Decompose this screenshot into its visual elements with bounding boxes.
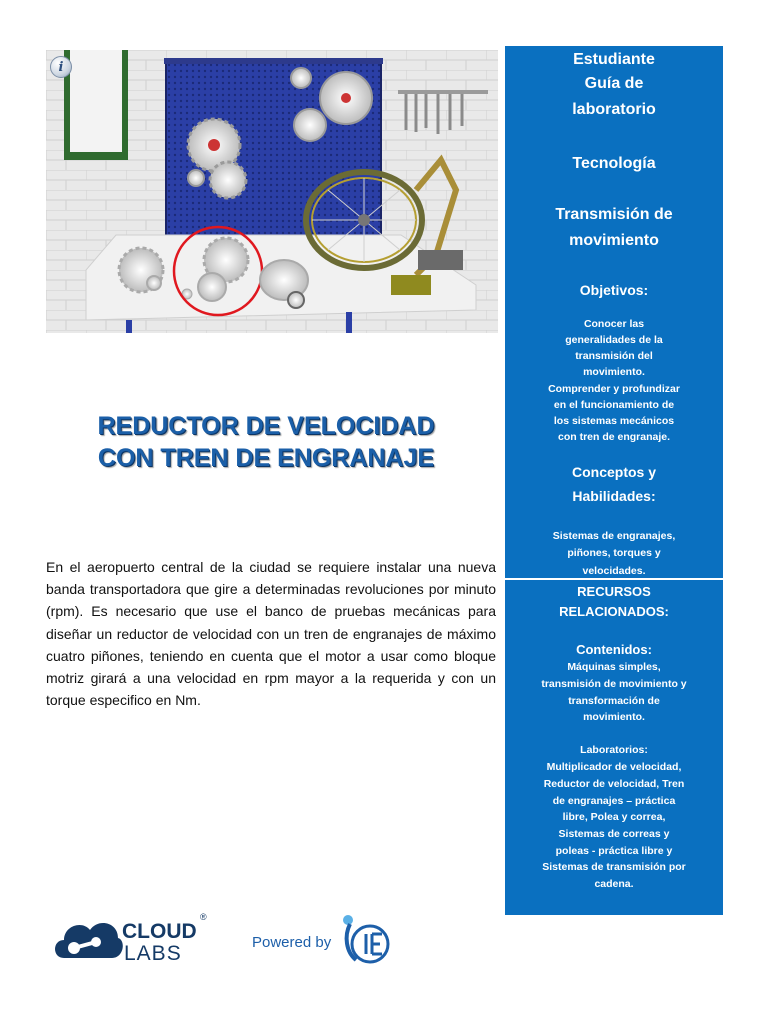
labs-line: de engranajes – práctica (552, 795, 676, 807)
labs-line: Reductor de velocidad, Tren (543, 778, 685, 790)
labs-line: Multiplicador de velocidad, (546, 761, 682, 773)
sidebar-panel (505, 46, 723, 915)
info-icon[interactable]: i (50, 56, 72, 78)
labs-heading: Laboratorios: (580, 744, 648, 756)
contents-line: transmisión de movimiento y (541, 678, 687, 690)
labs-line: Sistemas de transmisión por (542, 861, 686, 873)
objectives-line: los sistemas mecánicos (553, 415, 675, 427)
objectives-heading: Objetivos: (579, 282, 649, 298)
contents-line: Máquinas simples, (567, 661, 661, 673)
labs-line: libre, Polea y correa, (562, 811, 666, 823)
role-line-3: laboratorio (572, 101, 656, 118)
lab-scene-illustration (46, 50, 498, 333)
objectives-line: Comprender y profundizar (548, 383, 680, 395)
concepts-heading-line-2: Habilidades: (572, 488, 656, 504)
labs-line: Sistemas de correas y (558, 828, 670, 840)
bicycle-wheel (306, 172, 422, 268)
concepts-line: piñones, torques y (567, 547, 661, 559)
objectives-line: generalidades de la (565, 334, 663, 346)
objectives-line: Conocer las (583, 318, 645, 330)
labs-line: cadena. (594, 878, 634, 890)
role-line-2: Guía de (584, 75, 644, 92)
powered-by-logo (252, 910, 402, 970)
topic-line-2: movimiento (569, 232, 659, 249)
logo-word-cloud: CLOUD (122, 920, 197, 943)
logo-word-labs: LABS (124, 942, 182, 965)
resources-heading-line-2: RELACIONADOS: (559, 604, 669, 619)
contents-heading: Contenidos: (576, 642, 652, 657)
objectives-line: movimiento. (583, 366, 645, 378)
contents-line: transformación de (568, 695, 660, 707)
title-line-1: REDUCTOR DE VELOCIDAD (97, 412, 435, 440)
page-title (46, 410, 486, 474)
sidebar-divider (505, 578, 723, 580)
topic-line-1: Transmisión de (555, 206, 673, 223)
concepts-line: velocidades. (582, 565, 646, 577)
resources-heading-line-1: RECURSOS (577, 584, 651, 599)
registered-mark: ® (200, 912, 207, 922)
area-label: Tecnología (572, 155, 656, 172)
cloud-icon (50, 908, 124, 972)
objectives-line: transmisión del (575, 350, 653, 362)
title-line-2: CON TREN DE ENGRANAJE (97, 444, 435, 472)
objectives-line: en el funcionamiento de (553, 399, 675, 411)
role-line-1: Estudiante (573, 51, 655, 68)
concepts-line: Sistemas de engranajes, (552, 530, 676, 542)
hero-image (46, 50, 498, 333)
ie-logo-icon (336, 912, 396, 968)
labs-line: poleas - práctica libre y (555, 845, 673, 857)
concepts-heading-line-1: Conceptos y (571, 464, 656, 480)
problem-paragraph: En el aeropuerto central de la ciudad se requiere instalar una nueva banda transportadora que gire a determinadas revoluciones por minuto (rpm). Es necesario que use el banco de pruebas mecánicas para diseñar un reductor de velocidad con un tren de engranajes de máximo cuatro piñones, teniendo en cuenta que el motor a usar como bloque motriz girará a una velocidad en rpm mayor a la requerida y con un torque especifico en Nm. (46, 559, 496, 709)
powered-by-text: Powered by (252, 934, 332, 951)
objectives-line: con tren de engranaje. (557, 431, 671, 443)
cloud-labs-logo (50, 908, 220, 972)
contents-line: movimiento. (583, 711, 645, 723)
